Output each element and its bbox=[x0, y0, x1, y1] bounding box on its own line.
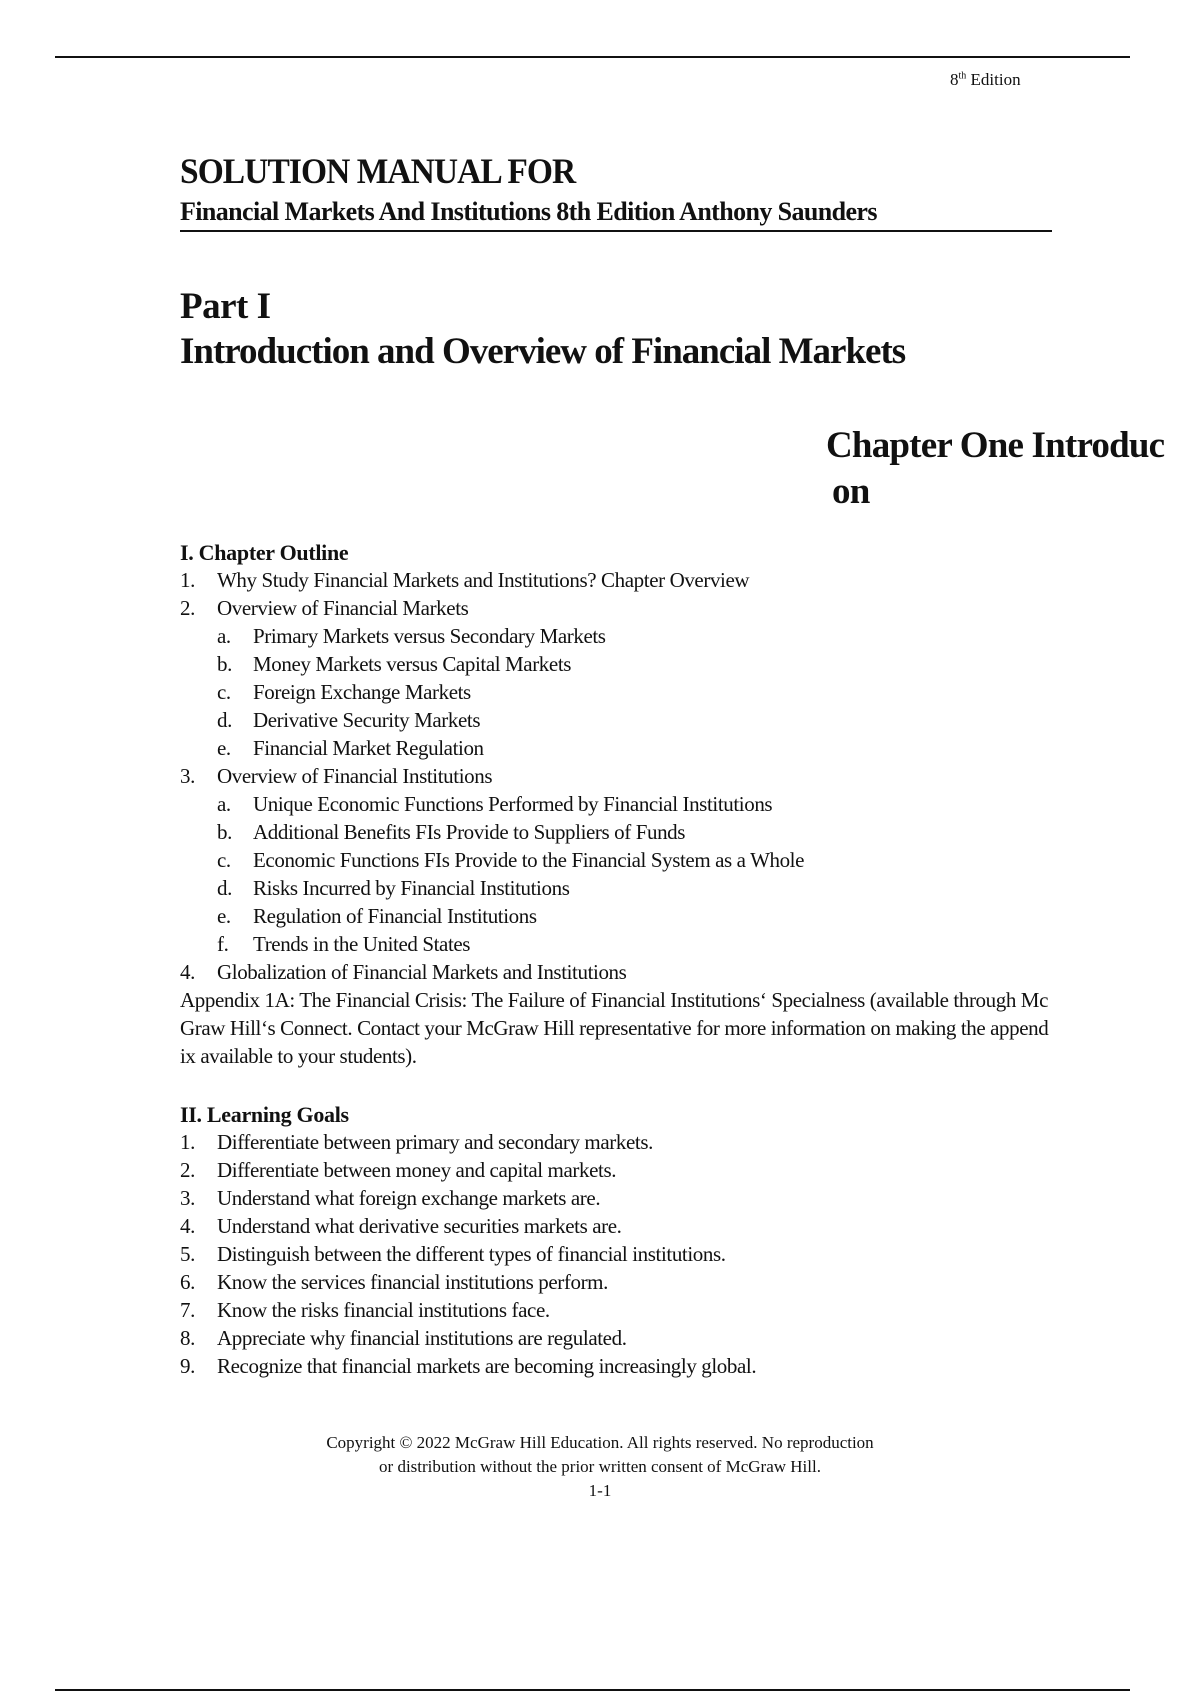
outline-item bbox=[180, 874, 804, 902]
chapter-title bbox=[826, 423, 1196, 515]
outline-item-text: Derivative Security Markets bbox=[253, 708, 481, 732]
learning-goal-item-text: Appreciate why financial institutions are regulated. bbox=[217, 1326, 627, 1350]
learning-goal-item-number: 8. bbox=[180, 1326, 195, 1350]
document-subtitle: Financial Markets And Institutions 8th Edition Anthony Saunders bbox=[180, 197, 1052, 232]
outline-item-number: e. bbox=[217, 904, 231, 928]
learning-goals-list bbox=[180, 1128, 756, 1380]
chapter-title-line2: on bbox=[832, 471, 870, 512]
learning-goal-item-text: Distinguish between the different types of financial institutions. bbox=[217, 1242, 726, 1266]
outline-item-number: c. bbox=[217, 680, 231, 704]
outline-item-number: 3. bbox=[180, 764, 195, 788]
outline-item bbox=[180, 678, 804, 706]
learning-goal-item-text: Understand what foreign exchange markets are. bbox=[217, 1186, 601, 1210]
learning-goal-item bbox=[180, 1268, 756, 1296]
outline-item-text: Overview of Financial Institutions bbox=[217, 764, 493, 788]
learning-goal-item-number: 6. bbox=[180, 1270, 195, 1294]
outline-item-text: Unique Economic Functions Performed by Financial Institutions bbox=[253, 792, 773, 816]
outline-item bbox=[180, 790, 804, 818]
outline-item-number: 4. bbox=[180, 960, 195, 984]
outline-item-text: Financial Market Regulation bbox=[253, 736, 484, 760]
outline-item-text: Economic Functions FIs Provide to the Financial System as a Whole bbox=[253, 848, 805, 872]
edition-number: 8 bbox=[950, 70, 959, 89]
outline-item-text: Primary Markets versus Secondary Markets bbox=[253, 624, 606, 648]
outline-item bbox=[180, 762, 804, 790]
outline-item-number: f. bbox=[217, 932, 229, 956]
outline-item bbox=[180, 622, 804, 650]
outline-item bbox=[180, 594, 804, 622]
learning-goal-item-text: Recognize that financial markets are becoming increasingly global. bbox=[217, 1354, 757, 1378]
learning-goal-item-number: 1. bbox=[180, 1130, 195, 1154]
learning-goal-item-text: Differentiate between money and capital markets. bbox=[217, 1158, 617, 1182]
outline-item-text: Money Markets versus Capital Markets bbox=[253, 652, 572, 676]
learning-goal-item-number: 7. bbox=[180, 1298, 195, 1322]
document-title: SOLUTION MANUAL FOR bbox=[180, 151, 576, 191]
outline-item-number: 2. bbox=[180, 596, 195, 620]
outline-item bbox=[180, 734, 804, 762]
learning-goal-item bbox=[180, 1212, 756, 1240]
learning-goal-item bbox=[180, 1128, 756, 1156]
learning-goal-item-number: 5. bbox=[180, 1242, 195, 1266]
page-number: 1-1 bbox=[588, 1481, 612, 1500]
learning-goals-heading: II. Learning Goals bbox=[180, 1102, 349, 1127]
learning-goal-item-number: 9. bbox=[180, 1354, 195, 1378]
outline-item-number: 1. bbox=[180, 568, 195, 592]
outline-item-number: a. bbox=[217, 624, 231, 648]
edition-superscript: th bbox=[958, 70, 967, 82]
bottom-rule bbox=[55, 1689, 1130, 1691]
edition-label bbox=[950, 70, 1021, 90]
outline-item-text: Why Study Financial Markets and Institutions? Chapter Overview bbox=[217, 568, 750, 592]
learning-goal-item bbox=[180, 1240, 756, 1268]
copyright-line-2: or distribution without the prior written consent of McGraw Hill. bbox=[379, 1457, 821, 1476]
edition-word: Edition bbox=[970, 70, 1021, 89]
outline-item-number: d. bbox=[217, 876, 232, 900]
learning-goal-item-number: 4. bbox=[180, 1214, 195, 1238]
outline-item-number: b. bbox=[217, 820, 232, 844]
learning-goal-item-number: 3. bbox=[180, 1186, 195, 1210]
part-label: Part I bbox=[180, 286, 271, 327]
learning-goal-item-text: Know the risks financial institutions face. bbox=[217, 1298, 550, 1322]
chapter-title-line1: Chapter One Introduc bbox=[826, 425, 1165, 466]
outline-item bbox=[180, 902, 804, 930]
learning-goal-item-text: Differentiate between primary and secondary markets. bbox=[217, 1130, 653, 1154]
top-rule bbox=[55, 56, 1130, 58]
part-title: Introduction and Overview of Financial Markets bbox=[180, 331, 906, 372]
outline-item-text: Regulation of Financial Institutions bbox=[253, 904, 537, 928]
outline-item bbox=[180, 958, 804, 986]
learning-goal-item bbox=[180, 1352, 756, 1380]
chapter-outline-list bbox=[180, 566, 804, 986]
outline-item-number: d. bbox=[217, 708, 232, 732]
learning-goal-item bbox=[180, 1156, 756, 1184]
outline-heading: I. Chapter Outline bbox=[180, 540, 349, 565]
copyright-line-1: Copyright © 2022 McGraw Hill Education. All rights reserved. No reproduction bbox=[326, 1433, 874, 1452]
learning-goal-item bbox=[180, 1184, 756, 1212]
page-footer bbox=[270, 1431, 930, 1503]
outline-item bbox=[180, 650, 804, 678]
outline-item-text: Additional Benefits FIs Provide to Suppliers of Funds bbox=[253, 820, 686, 844]
outline-item bbox=[180, 818, 804, 846]
learning-goal-item bbox=[180, 1296, 756, 1324]
outline-item-number: c. bbox=[217, 848, 231, 872]
appendix-note: Appendix 1A: The Financial Crisis: The Failure of Financial Institutions‘ Specialness (available through McGraw Hill‘s Connect. Contact your McGraw Hill representative for more information on making the appendix available to your students). bbox=[180, 988, 1049, 1068]
learning-goal-item bbox=[180, 1324, 756, 1352]
outline-item-text: Globalization of Financial Markets and Institutions bbox=[217, 960, 627, 984]
outline-item-number: e. bbox=[217, 736, 231, 760]
outline-item bbox=[180, 566, 804, 594]
learning-goal-item-text: Know the services financial institutions perform. bbox=[217, 1270, 608, 1294]
learning-goal-item-number: 2. bbox=[180, 1158, 195, 1182]
outline-item-number: b. bbox=[217, 652, 232, 676]
outline-item bbox=[180, 846, 804, 874]
learning-goal-item-text: Understand what derivative securities markets are. bbox=[217, 1214, 622, 1238]
outline-item-text: Risks Incurred by Financial Institutions bbox=[253, 876, 570, 900]
outline-item-text: Overview of Financial Markets bbox=[217, 596, 469, 620]
outline-item-text: Foreign Exchange Markets bbox=[253, 680, 471, 704]
outline-item bbox=[180, 706, 804, 734]
outline-item bbox=[180, 930, 804, 958]
outline-item-number: a. bbox=[217, 792, 231, 816]
outline-item-text: Trends in the United States bbox=[253, 932, 471, 956]
